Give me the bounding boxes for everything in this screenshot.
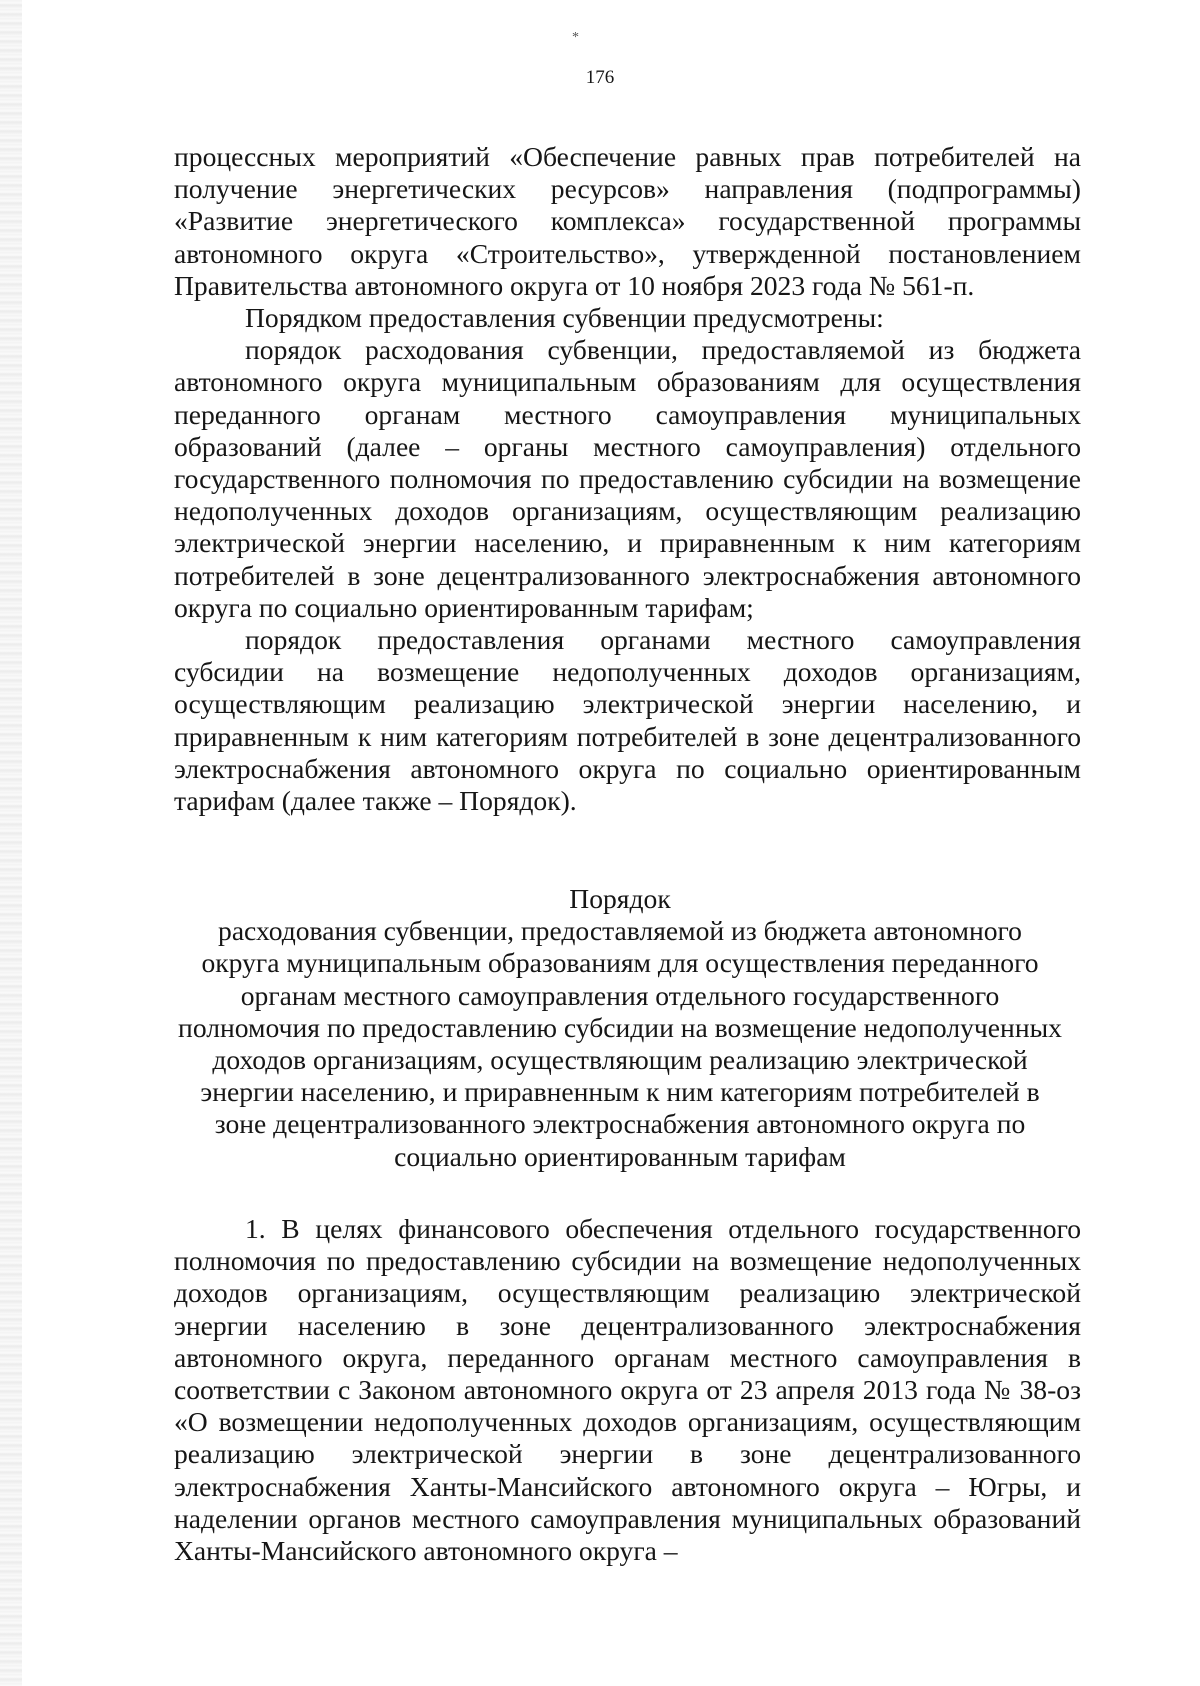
order-title-line: расходования субвенции, предоставляемой из бюджета автономного — [218, 915, 1022, 947]
section-one — [174, 1213, 1081, 1567]
order-title-line: энергии населению, и приравненным к ним категориям потребителей в — [200, 1076, 1040, 1108]
order-title-line: округа муниципальным образованиям для осуществления переданного — [201, 947, 1039, 979]
intro-paragraph-3: порядок расходования субвенции, предоставляемой из бюджета автономного округа муниципальным образованиям для осуществления переданного органам местного самоуправления муниципальных образований (далее – органы местного самоуправления) отдельного государственного полномочия по предоставлению субсидии на возмещение недополученных доходов организациям, осуществляющим реализацию электрической энергии населению, и приравненным к ним категориям потребителей в зоне децентрализованного электроснабжения автономного округа по социально ориентированным тарифам; — [174, 334, 1081, 623]
order-title-line: полномочия по предоставлению субсидии на возмещение недополученных — [178, 1011, 1062, 1043]
order-title-line: зоне децентрализованного электроснабжения автономного округа по — [214, 1108, 1026, 1140]
intro-paragraph-2: Порядком предоставления субвенции предусмотрены: — [245, 302, 884, 334]
order-title-line: доходов организациям, осуществляющим реализацию электрической — [212, 1044, 1028, 1076]
intro-paragraph-1: процессных мероприятий «Обеспечение равных прав потребителей на получение энергетических ресурсов» направления (подпрограммы) «Развитие энергетического комплекса» государственной программы автономного округа «Строительство», утвержденной постановлением Правительства автономного округа от 10 ноября 2023 года № 561-п. — [174, 141, 1081, 301]
order-heading: Порядок — [569, 883, 671, 914]
order-title — [160, 883, 1080, 1173]
intro-section — [174, 141, 1081, 817]
page-number: 176 — [585, 67, 615, 88]
scan-edge — [0, 0, 22, 1686]
order-title-line: социально ориентированным тарифам — [394, 1140, 846, 1172]
section-one-paragraph: 1. В целях финансового обеспечения отдельного государственного полномочия по предоставлению субсидии на возмещение недополученных доходов организациям, осуществляющим реализацию электрической энергии населению в зоне децентрализованного электроснабжения автономного округа, переданного органам местного самоуправления в соответствии с Законом автономного округа от 23 апреля 2013 года № 38-оз «О возмещении недополученных доходов организациям, осуществляющим реализацию электрической энергии в зоне децентрализованного электроснабжения Ханты-Мансийского автономного округа – Югры, и наделении органов местного самоуправления муниципальных образований Ханты-Мансийского автономного округа – — [174, 1213, 1081, 1567]
order-title-line: органам местного самоуправления отдельного государственного — [240, 979, 1000, 1011]
intro-paragraph-4: порядок предоставления органами местного самоуправления субсидии на возмещение недополученных доходов организациям, осуществляющим реализацию электрической энергии населению, и приравненным к ним категориям потребителей в зоне децентрализованного электроснабжения автономного округа по социально ориентированным тарифам (далее также – Порядок). — [174, 624, 1081, 817]
scan-mark: * — [572, 30, 579, 45]
